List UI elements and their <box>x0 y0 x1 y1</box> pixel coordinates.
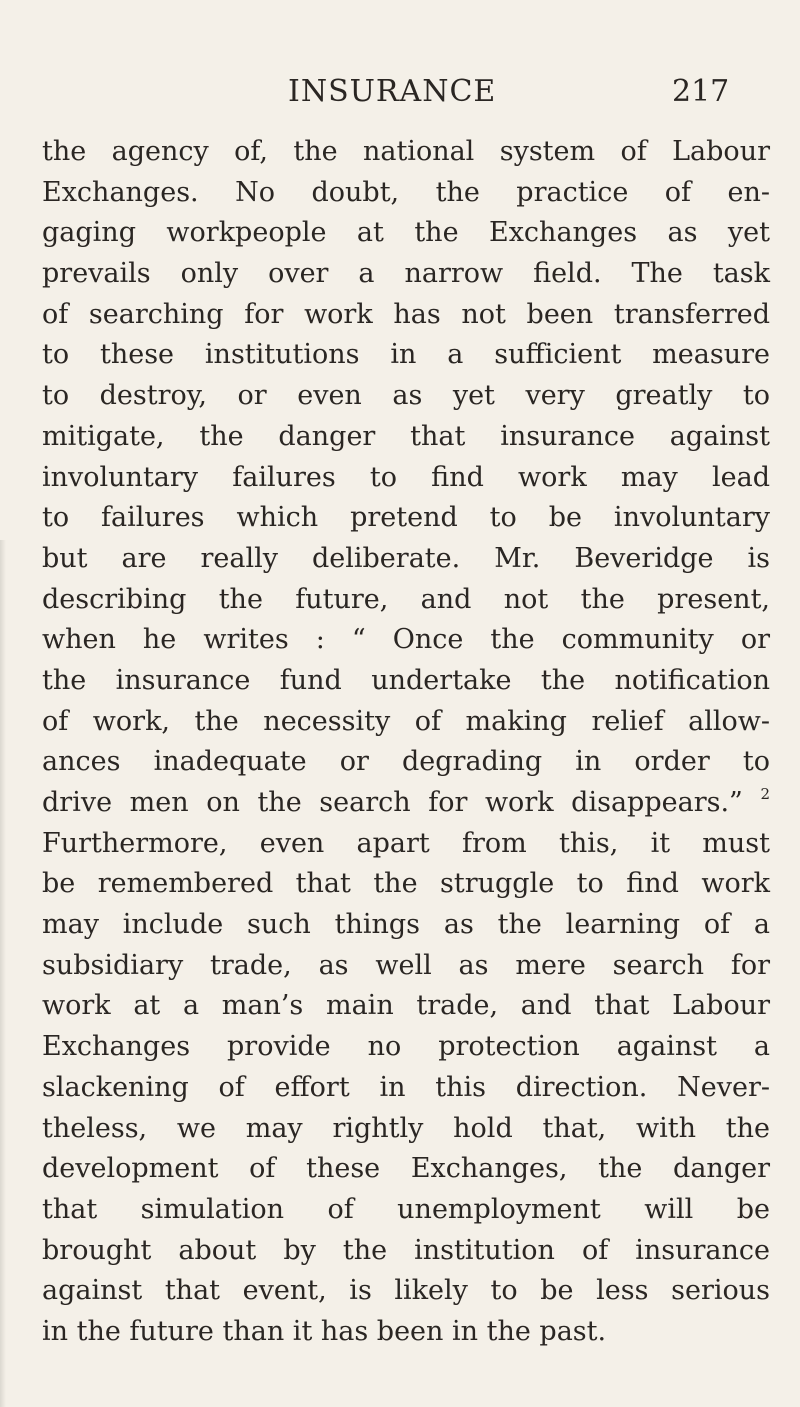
text-line: prevails only over a narrow field. The task <box>42 258 770 290</box>
text-line: involuntary failures to find work may lead <box>42 461 770 493</box>
text-line: subsidiary trade, as well as mere search for <box>42 949 770 981</box>
text-line: mitigate, the danger that insurance against <box>42 420 770 452</box>
running-head: INSURANCE <box>288 74 497 109</box>
text-line: be remembered that the struggle to find work <box>42 868 770 900</box>
body-paragraph <box>42 132 770 1353</box>
page-number: 217 <box>672 74 730 109</box>
text-line: Exchanges provide no protection against a <box>42 1031 770 1063</box>
text-line: ances inadequate or degrading in order to <box>42 746 770 778</box>
text-line: gaging workpeople at the Exchanges as yet <box>42 217 770 249</box>
page-header <box>0 72 800 112</box>
text-line: development of these Exchanges, the danger <box>42 1153 770 1185</box>
text-line: in the future than it has been in the past. <box>42 1315 607 1347</box>
footnote-marker: 2 <box>760 785 770 803</box>
text-line: to destroy, or even as yet very greatly to <box>42 380 770 412</box>
text-line: but are really deliberate. Mr. Beveridge is <box>42 542 770 574</box>
page-edge-shadow <box>0 540 6 1407</box>
text-line: against that event, is likely to be less serious <box>42 1275 770 1307</box>
text-line: Furthermore, even apart from this, it must <box>42 827 770 859</box>
text-line: when he writes : “ Once the community or <box>42 624 770 656</box>
text-line: the agency of, the national system of Labour <box>42 136 770 167</box>
text-line: to failures which pretend to be involuntary <box>42 502 770 534</box>
text-line: of work, the necessity of making relief allow- <box>42 705 770 737</box>
text-line: describing the future, and not the present, <box>42 583 770 615</box>
text-line: may include such things as the learning of a <box>42 909 770 941</box>
text-line: that simulation of unemployment will be <box>42 1193 770 1225</box>
text-line: Exchanges. No doubt, the practice of en- <box>42 176 770 208</box>
text-line: work at a man’s main trade, and that Labour <box>42 990 770 1022</box>
text-line: brought about by the institution of insurance <box>42 1234 770 1266</box>
text-line: of searching for work has not been transferred <box>42 298 770 330</box>
text-line: the insurance fund undertake the notification <box>42 664 770 696</box>
text-line: slackening of effort in this direction. Never- <box>42 1071 770 1103</box>
text-line: drive men on the search for work disappears.” <box>42 787 743 818</box>
text-line-with-footnote <box>42 783 770 824</box>
text-line: to these institutions in a sufficient measure <box>42 339 770 371</box>
text-line: theless, we may rightly hold that, with the <box>42 1112 770 1144</box>
